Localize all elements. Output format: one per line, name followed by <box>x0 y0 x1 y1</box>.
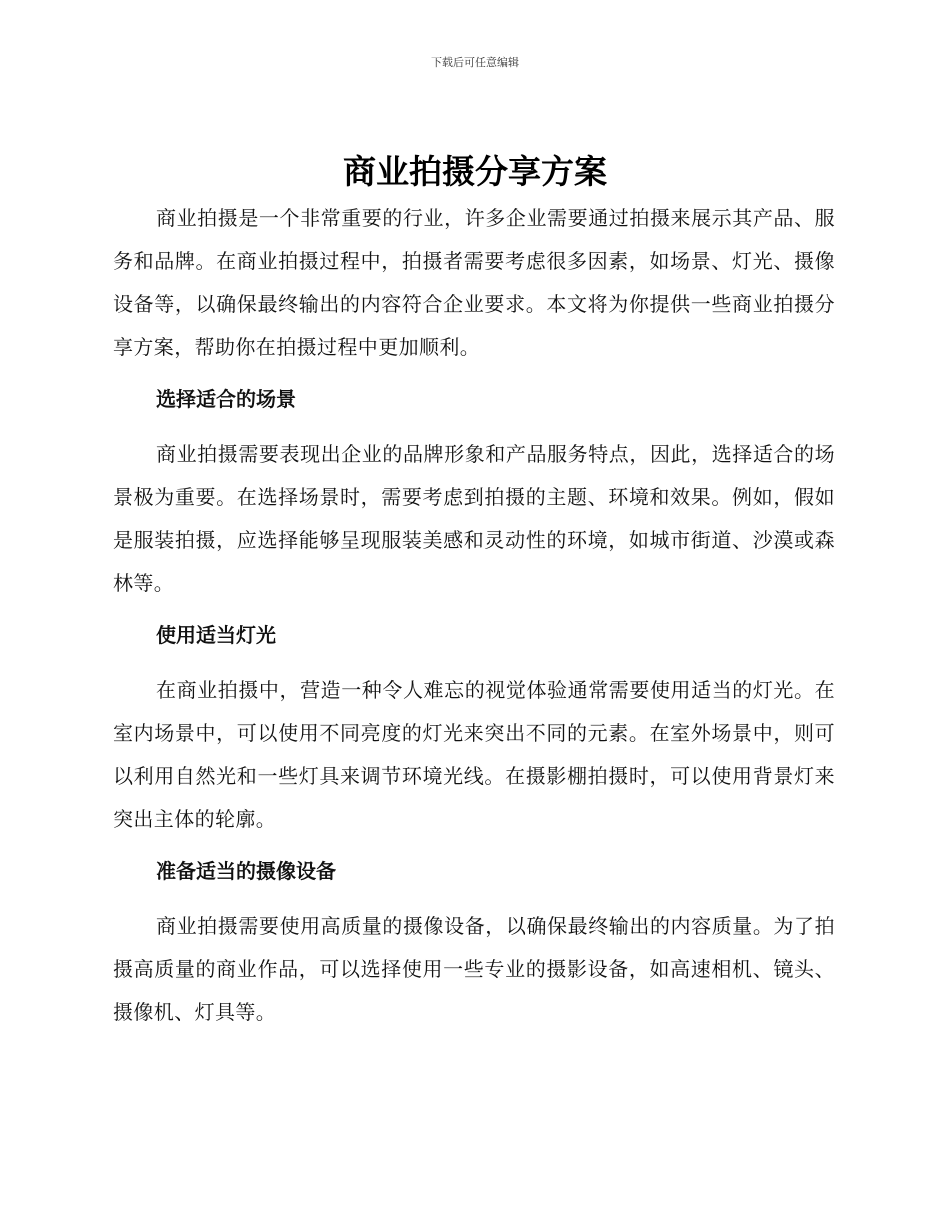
section-heading-scene: 选择适合的场景 <box>156 387 296 411</box>
section-body-equipment: 商业拍摄需要使用高质量的摄像设备，以确保最终输出的内容质量。为了拍摄高质量的商业作品，可以选择使用一些专业的摄影设备，如高速相机、镜头、摄像机、灯具等。 <box>113 914 835 1024</box>
section-body-lighting: 在商业拍摄中，营造一种令人难忘的视觉体验通常需要使用适当的灯光。在室内场景中，可以使用不同亮度的灯光来突出不同的元素。在室外场景中，则可以利用自然光和一些灯具来调节环境光线。在摄影棚拍摄时，可以使用背景灯来突出主体的轮廓。 <box>113 678 835 831</box>
section-body-scene: 商业拍摄需要表现出企业的品牌形象和产品服务特点，因此，选择适合的场景极为重要。在选择场景时，需要考虑到拍摄的主题、环境和效果。例如，假如是服装拍摄，应选择能够呈现服装美感和灵动性的环境，如城市街道、沙漠或森林等。 <box>113 442 835 595</box>
document-body <box>113 197 835 1034</box>
header-note: 下载后可任意编辑 <box>431 56 519 69</box>
section-heading-equipment: 准备适当的摄像设备 <box>156 859 336 883</box>
section-heading-lighting: 使用适当灯光 <box>156 623 276 647</box>
document-title: 商业拍摄分享方案 <box>343 152 607 191</box>
intro-paragraph: 商业拍摄是一个非常重要的行业，许多企业需要通过拍摄来展示其产品、服务和品牌。在商业拍摄过程中，拍摄者需要考虑很多因素，如场景、灯光、摄像设备等，以确保最终输出的内容符合企业要求。本文将为你提供一些商业拍摄分享方案，帮助你在拍摄过程中更加顺利。 <box>113 206 835 359</box>
